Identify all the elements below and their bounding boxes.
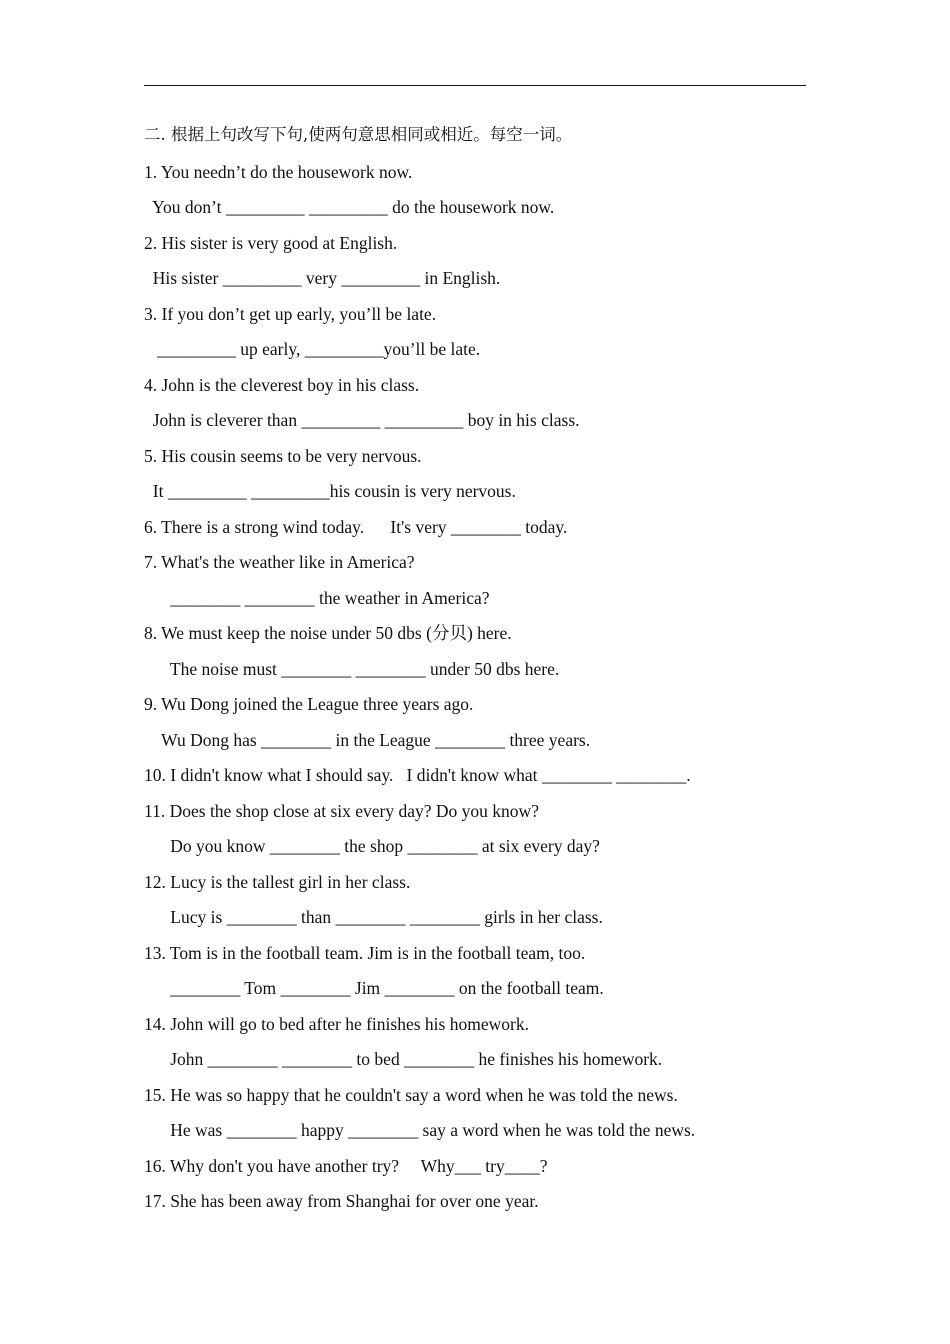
- exercise-line: 4. John is the cleverest boy in his class.: [144, 375, 420, 395]
- exercise-line: Do you know ________ the shop ________ at six every day?: [144, 836, 600, 856]
- exercise-line: His sister _________ very _________ in English.: [144, 268, 501, 288]
- exercise-line: 15. He was so happy that he couldn't say a word when he was told the news.: [144, 1085, 678, 1105]
- exercise-line: 9. Wu Dong joined the League three years ago.: [144, 694, 474, 714]
- exercise-line: 11. Does the shop close at six every day? Do you know?: [144, 801, 539, 821]
- exercise-line: The noise must ________ ________ under 50 dbs here.: [144, 659, 560, 679]
- exercise-line: 7. What's the weather like in America?: [144, 552, 415, 572]
- top-divider-line: [144, 85, 806, 86]
- exercise-line: Wu Dong has ________ in the League ________ three years.: [144, 730, 591, 750]
- exercise-line: Lucy is ________ than ________ ________ girls in her class.: [144, 907, 603, 927]
- exercise-line: John is cleverer than _________ _________ boy in his class.: [144, 410, 580, 430]
- exercise-line: 17. She has been away from Shanghai for over one year.: [144, 1191, 539, 1211]
- exercise-line: 3. If you don’t get up early, you’ll be late.: [144, 304, 437, 324]
- exercise-line: 14. John will go to bed after he finishes his homework.: [144, 1014, 529, 1034]
- exercise-line: ________ Tom ________ Jim ________ on the football team.: [144, 978, 604, 998]
- exercise-line: 12. Lucy is the tallest girl in her class.: [144, 872, 411, 892]
- exercise-line: 1. You needn’t do the housework now.: [144, 162, 413, 182]
- exercise-line: John ________ ________ to bed ________ he finishes his homework.: [144, 1049, 663, 1069]
- exercise-line: ________ ________ the weather in America?: [144, 588, 490, 608]
- exercise-line: 2. His sister is very good at English.: [144, 233, 398, 253]
- exercise-line: 16. Why don't you have another try? Why___ try____?: [144, 1156, 548, 1176]
- section-heading: 二. 根据上句改写下句,使两句意思相同或相近。每空一词。: [144, 125, 573, 144]
- exercise-line: 13. Tom is in the football team. Jim is in the football team, too.: [144, 943, 586, 963]
- exercise-line: _________ up early, _________you’ll be late.: [144, 339, 481, 359]
- exercise-line: He was ________ happy ________ say a word when he was told the news.: [144, 1120, 696, 1140]
- exercise-line: 10. I didn't know what I should say. I didn't know what ________ ________.: [144, 765, 691, 785]
- exercise-line: 5. His cousin seems to be very nervous.: [144, 446, 422, 466]
- exercise-line: 6. There is a strong wind today. It's very ________ today.: [144, 517, 568, 537]
- exercise-line: It _________ _________his cousin is very nervous.: [144, 481, 516, 501]
- exercise-line: You don’t _________ _________ do the housework now.: [144, 197, 555, 217]
- exercise-line: 8. We must keep the noise under 50 dbs (分贝) here.: [144, 623, 512, 643]
